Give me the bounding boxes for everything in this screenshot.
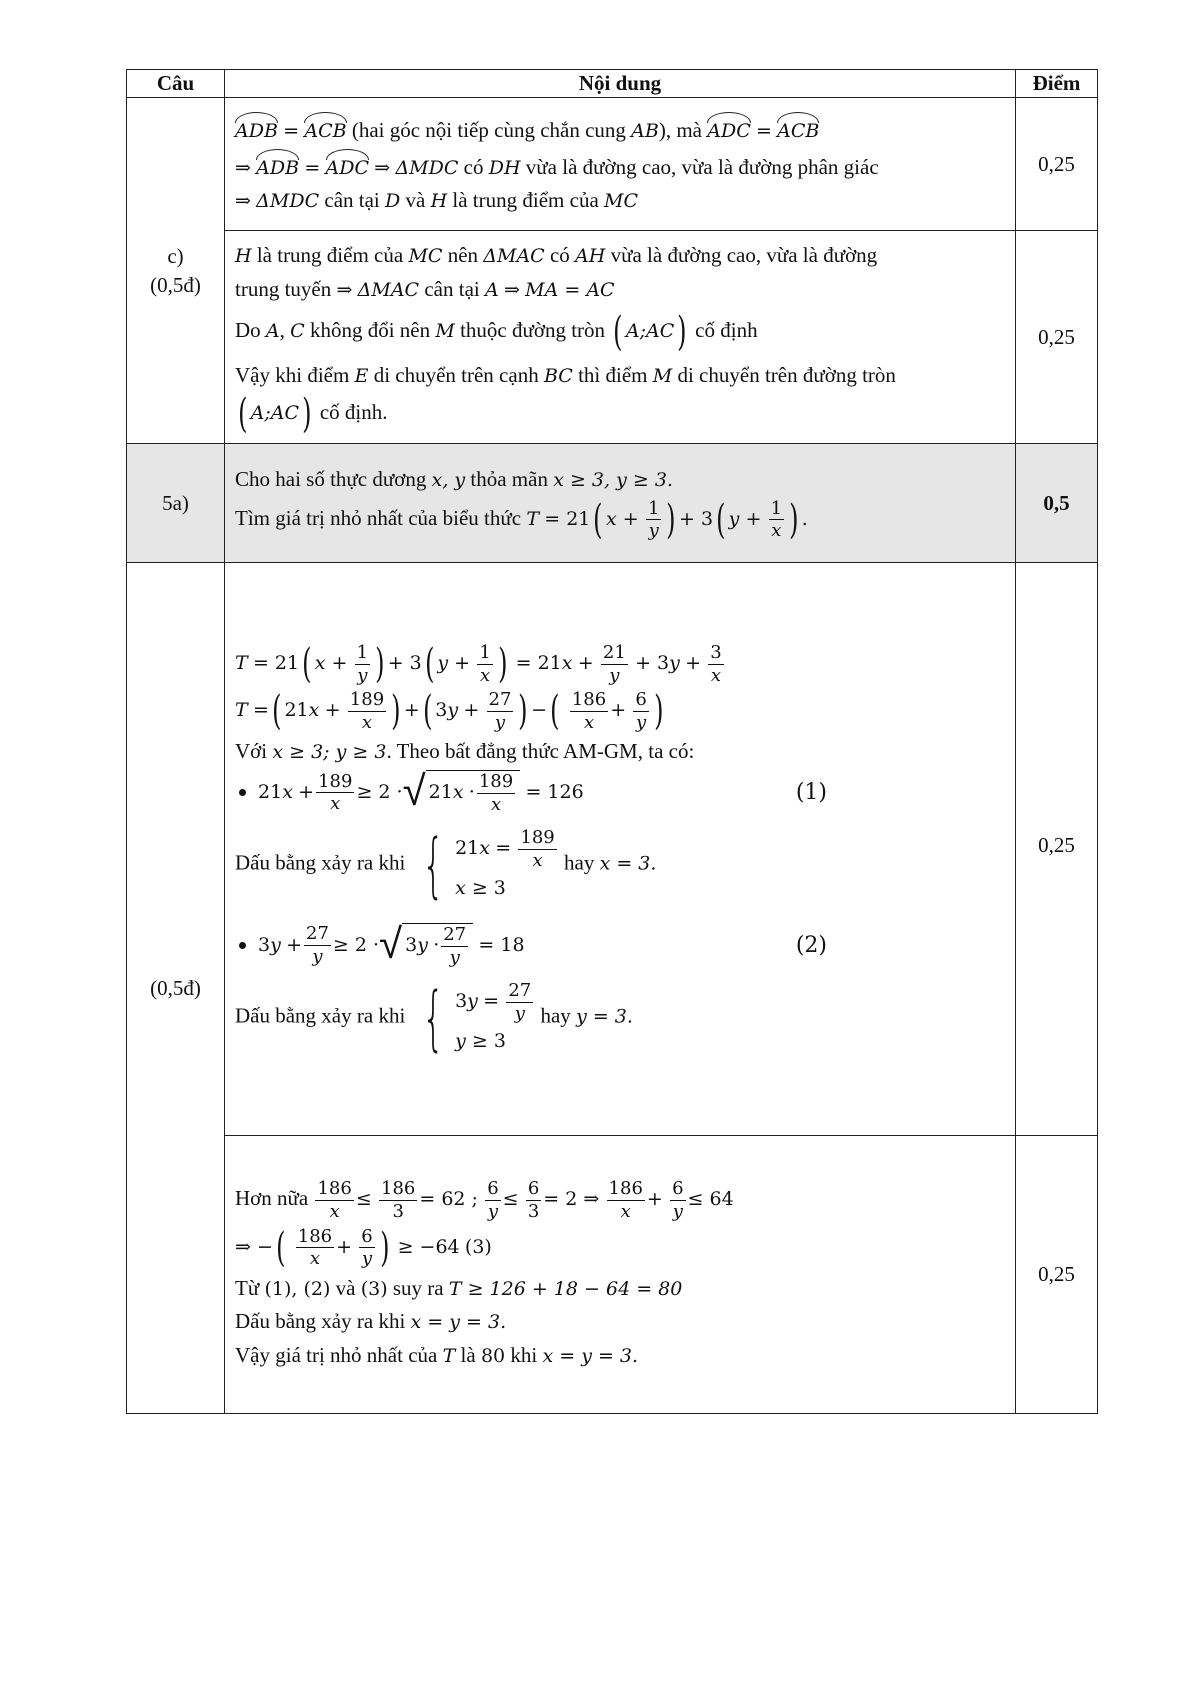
line: ⇒ ADB = ADC ⇒ ΔMDC có DH vừa là đường cao, vừa là đường phân giác [235, 149, 1007, 183]
line: 3 y + $\frac{27}{y}$ ≥ 2 · √ 3 y · $\frac{27}{y}$ = 18 (2) [235, 923, 1007, 968]
line: ( A;AC) cố định. [238, 390, 388, 437]
question-label-5a: 5a) [127, 444, 225, 563]
line: Dấu bằng xảy ra khi { 3y = $\frac{27}{y}$ y ≥ 3 hay y = 3. [235, 977, 633, 1059]
line: ADB = ACB (hai góc nội tiếp cùng chắn cung AB), mà ADC = ACB [235, 112, 1007, 146]
content-c-block1 [225, 98, 1016, 231]
content-c-block2 [225, 231, 1016, 444]
bullet-icon [239, 942, 246, 949]
header-cau: Câu [127, 70, 225, 98]
line: trung tuyến ⇒ ΔMAC cân tại A ⇒ MA = AC [235, 276, 615, 301]
line: Cho hai số thực dương x, y thỏa mãn x ≥ 3, y ≥ 3. [235, 467, 673, 492]
table-row [127, 1136, 1098, 1414]
content-5a-block1 [225, 563, 1016, 1136]
question-label-c: c) (0,5đ) [127, 98, 225, 444]
header-diem: Điểm [1016, 70, 1098, 98]
line: T =( 21x + $\frac{189}{x}$ ) +( 3y + $\frac{27}{y}$ ) −( $\frac{186}{x}$ + $\frac{6}{y}$ ) [235, 688, 664, 735]
line: Vậy giá trị nhỏ nhất của T là 80 khi x = y = 3. [235, 1342, 639, 1367]
question-label-5a-solution: (0,5đ) [127, 563, 225, 1414]
table-row [127, 98, 1098, 231]
line: Từ (1), (2) và (3) suy ra T ≥ 126 + 18 − 64 = 80 [235, 1275, 683, 1300]
score-cell: 0,25 [1016, 1136, 1098, 1414]
score-cell: 0,25 [1016, 98, 1098, 231]
score-cell: 0,25 [1016, 563, 1098, 1136]
content-5a-problem [225, 444, 1016, 563]
line: Hơn nữa $\frac{186}{x}$ ≤ $\frac{186}{3}$ = 62 ; $\frac{6}{y}$ ≤ $\frac{6}{3}$ = 2 ⇒ $\frac{186}{x}$ + $\frac{6}{y}$ ≤ 64 [235, 1178, 734, 1223]
line: 21 x + $\frac{189}{x}$ ≥ 2 · √ 21 x · $\frac{189}{x}$ = 126 (1) [235, 770, 1007, 815]
score-cell: 0,5 [1016, 444, 1098, 563]
line: Dấu bằng xảy ra khi { 21x = $\frac{189}{x}$ x ≥ 3 hay x = 3. [235, 824, 657, 907]
line: ⇒ −( $\frac{186}{x}$ + $\frac{6}{y}$ ) ≥ −64 (3) [235, 1224, 492, 1271]
score-cell: 0,25 [1016, 231, 1098, 444]
line: ⇒ ΔMDC cân tại D và H là trung điểm của MC [235, 188, 639, 213]
table-row [127, 444, 1098, 563]
bullet-icon [239, 789, 246, 796]
table-header [127, 70, 1098, 98]
line: Dấu bằng xảy ra khi x = y = 3. [235, 1309, 507, 1334]
table-row [127, 231, 1098, 444]
line: H là trung điểm của MC nên ΔMAC có AH vừa là đường cao, vừa là đường [235, 243, 878, 268]
table-row [127, 563, 1098, 1136]
line: Do A, C không đổi nên M thuộc đường tròn ( A;AC) cố định [235, 309, 758, 356]
line: Tìm giá trị nhỏ nhất của biểu thức T = 21( x + $\frac{1}{y}$ ) + 3( y + $\frac{1}{x}$ ) . [235, 496, 808, 543]
line: T = 21( x + $\frac{1}{y}$ ) + 3( y + $\frac{1}{x}$ ) = 21x + $\frac{21}{y}$ + 3y + $\frac{3}{x}$ [235, 641, 722, 688]
header-noi-dung: Nội dung [225, 70, 1016, 98]
line: Vậy khi điểm E di chuyển trên cạnh BC thì điểm M di chuyển trên đường tròn [235, 363, 896, 388]
answer-table [126, 69, 1098, 1414]
line: Với x ≥ 3; y ≥ 3. Theo bất đẳng thức AM-GM, ta có: [235, 739, 695, 764]
content-5a-block2 [225, 1136, 1016, 1414]
